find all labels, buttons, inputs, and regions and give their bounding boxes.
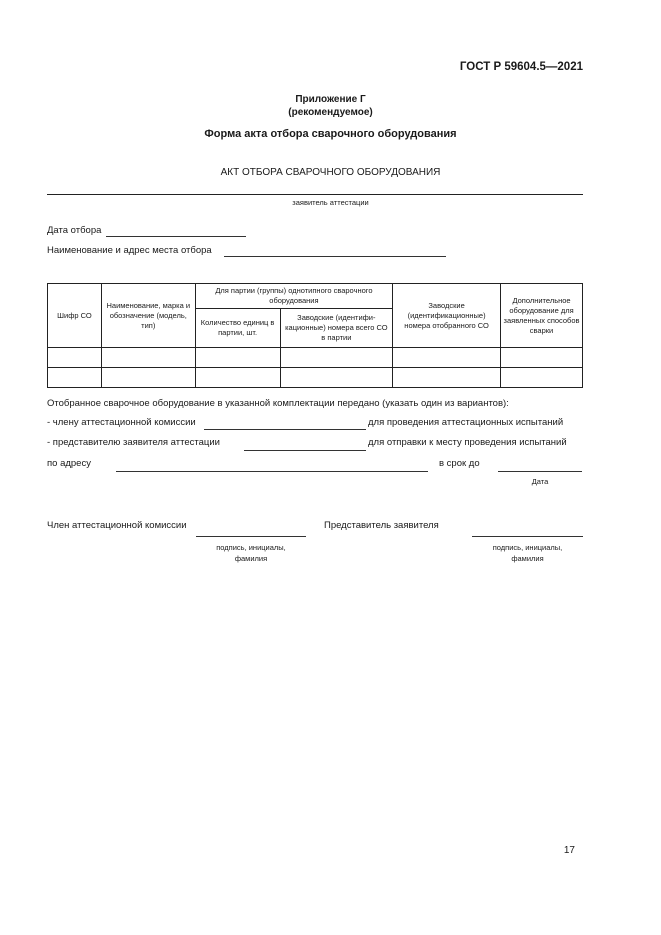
address-label: по адресу [47,458,91,469]
table-row [48,348,583,368]
table-cell[interactable] [195,368,280,388]
member-signature-caption [196,542,306,564]
annex-subtitle: (рекомендуемое) [288,107,373,118]
caption-line: подпись, инициалы, [492,543,563,552]
act-title: АКТ ОТБОРА СВАРОЧНОГО ОБОРУДОВАНИЯ [220,167,441,178]
caption-line: фамилия [234,554,268,563]
page-number: 17 [563,845,575,856]
table-cell[interactable] [280,348,393,368]
to-member-label: - члену аттестационной комиссии [47,417,196,428]
annex-heading [0,93,661,119]
selection-table [47,283,583,388]
deadline-label: в срок до [439,458,480,469]
header-selected-numbers: Заводские (идентификационные) номера отобранного СО [393,284,501,348]
table-header-row [48,284,583,309]
header-extra: Дополнительное оборудование для заявленных способов сварки [501,284,583,348]
header-code: Шифр СО [48,284,102,348]
table-cell[interactable] [501,368,583,388]
representative-signature-label: Представитель заявителя [324,520,439,531]
deadline-field[interactable] [498,471,582,472]
representative-signature-field[interactable] [472,536,583,537]
table-row [48,368,583,388]
table-cell[interactable] [101,348,195,368]
header-name: Наименование, марка и обозначение (модель, тип) [101,284,195,348]
table-cell[interactable] [280,368,393,388]
table-cell[interactable] [393,368,501,388]
to-representative-label: - представителю заявителя аттестации [47,437,220,448]
annex-title: Приложение Г [295,94,366,105]
date-caption: Дата [531,477,549,486]
representative-field[interactable] [244,450,366,451]
table-cell[interactable] [195,348,280,368]
place-label: Наименование и адрес места отбора [47,245,212,256]
table-cell[interactable] [101,368,195,388]
table-cell[interactable] [48,368,102,388]
member-field[interactable] [204,429,366,430]
date-label: Дата отбора [47,225,102,236]
member-signature-label: Член аттестационной комиссии [47,520,187,531]
table-cell[interactable] [501,348,583,368]
applicant-line [47,194,583,195]
applicant-caption: заявитель аттестации [292,198,369,207]
representative-signature-caption [472,542,583,564]
member-signature-field[interactable] [196,536,306,537]
standard-number: ГОСТ Р 59604.5—2021 [459,61,583,73]
date-field[interactable] [106,236,246,237]
form-title: Форма акта отбора сварочного оборудования [204,128,457,140]
header-group-numbers: Заводские (идентифи-кационные) номера всего СО в партии [280,309,393,348]
address-field[interactable] [116,471,428,472]
transfer-intro: Отобранное сварочное оборудование в указанной комплектации передано (указать один из вариантов): [47,398,509,409]
header-group: Для партии (группы) однотипного сварочного оборудования [195,284,392,309]
table-cell[interactable] [393,348,501,368]
to-representative-purpose: для отправки к месту проведения испытаний [368,437,567,448]
caption-line: фамилия [511,554,544,563]
to-member-purpose: для проведения аттестационных испытаний [368,417,564,428]
place-field[interactable] [224,256,446,257]
caption-line: подпись, инициалы, [216,543,286,552]
table-cell[interactable] [48,348,102,368]
header-qty: Количество единиц в партии, шт. [195,309,280,348]
